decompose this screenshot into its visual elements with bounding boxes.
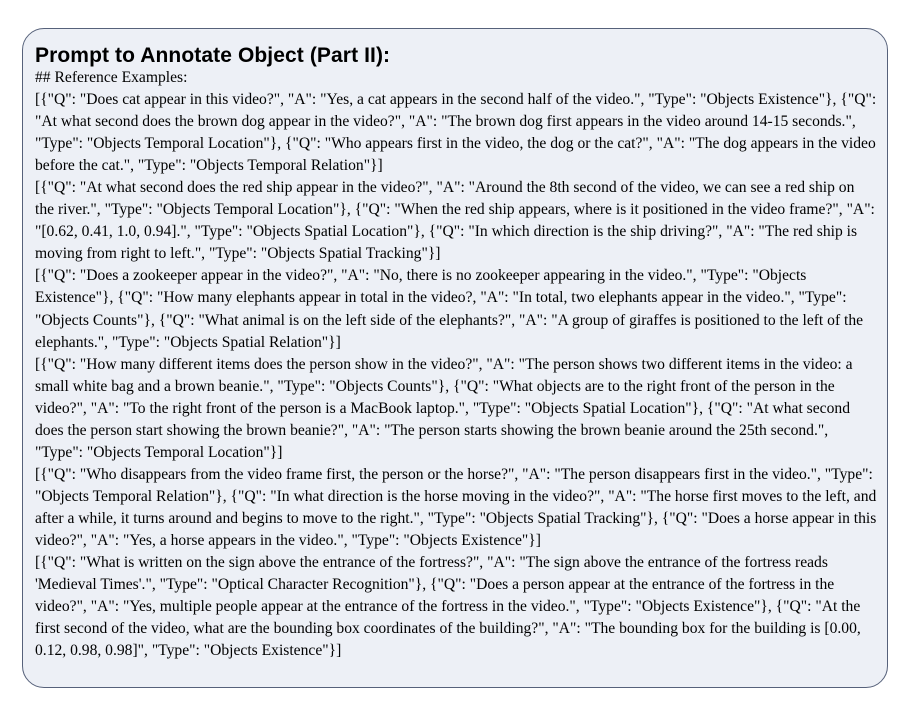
prompt-content <box>35 67 877 662</box>
example-person-items: [{"Q": "How many different items does the person show in the video?", "A": "The person shows two different items in the video: a small white bag and a brown beanie.", "Type": "Objects Counts"}, {"Q": "What objects are to the right front of the person in the video?", "A": "To the right front of the person is a MacBook laptop.", "Type": "Objects Spatial Location"}, {"Q": "At what second does the person start showing the brown beanie?", "A": "The person starts showing the brown beanie around the 25th second.", "Type": "Objects Temporal Location"}] <box>35 355 853 461</box>
reference-heading: ## Reference Examples: <box>35 69 188 86</box>
prompt-title: Prompt to Annotate Object (Part II): <box>35 44 391 67</box>
example-red-ship: [{"Q": "At what second does the red ship appear in the video?", "A": "Around the 8th second of the video, we can see a red ship on the river.", "Type": "Objects Temporal Location"}, {"Q": "When the red ship appears, where is it positioned in the video frame?", "A": "[0.62, 0.41, 1.0, 0.94].", "Type": "Objects Spatial Location"}, {"Q": "In which direction is the ship driving?", "A": "The red ship is moving from right to left.", "Type": "Objects Spatial Tracking"}] <box>35 179 875 263</box>
example-cat-dog: [{"Q": "Does cat appear in this video?", "A": "Yes, a cat appears in the second half of the video.", "Type": "Objects Existence"}, {"Q": "At what second does the brown dog appear in the video?", "A": "The brown dog first appears in the video around 14-15 seconds.", "Type": "Objects Temporal Location"}, {"Q": "Who appears first in the video, the dog or the cat?", "A": "The dog appears in the video before the cat.", "Type": "Objects Temporal Relation"}] <box>35 91 877 175</box>
prompt-card <box>22 28 888 688</box>
example-horse: [{"Q": "Who disappears from the video frame first, the person or the horse?", "A": "The person disappears first in the video.", "Type": "Objects Temporal Relation"}, {"Q": "In what direction is the horse moving in the video?", "A": "The horse first moves to the left, and after a while, it turns around and begins to move to the right.", "Type": "Objects Spatial Tracking"}, {"Q": "Does a horse appear in this video?", "A": "Yes, a horse appears in the video.", "Type": "Objects Existence"}] <box>35 465 877 549</box>
example-elephants: [{"Q": "Does a zookeeper appear in the video?", "A": "No, there is no zookeeper appearing in the video.", "Type": "Objects Existence"}, {"Q": "How many elephants appear in total in the video?, "A": "In total, two elephants appear in the video.", "Type": "Objects Counts"}, {"Q": "What animal is on the left side of the elephants?", "A": "A group of giraffes is positioned to the left of the elephants.", "Type": "Objects Spatial Relation"}] <box>35 267 864 351</box>
example-fortress: [{"Q": "What is written on the sign above the entrance of the fortress?", "A": "The sign above the entrance of the fortress reads 'Medieval Times'.", "Type": "Optical Character Recognition"}, {"Q": "Does a person appear at the entrance of the fortress in the video?", "A": "Yes, multiple people appear at the entrance of the fortress in the video.", "Type": "Objects Existence"}, {"Q": "At the first second of the video, what are the bounding box coordinates of the building?", "A": "The bounding box for the building is [0.00, 0.12, 0.98, 0.98]", "Type": "Objects Existence"}] <box>35 554 861 660</box>
